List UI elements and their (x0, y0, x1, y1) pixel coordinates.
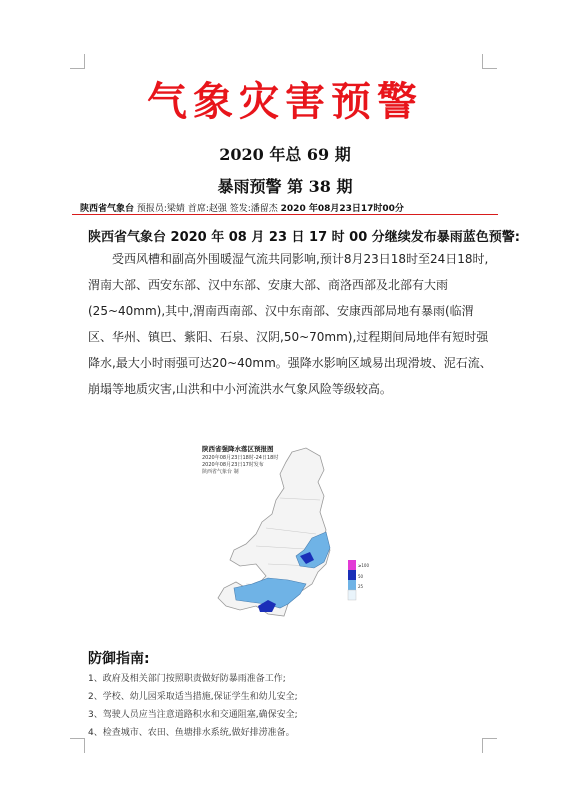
crop-mark-top-right (482, 54, 497, 69)
legend-label-50: 50 (358, 574, 364, 579)
warning-headline: 陕西省气象台 2020 年 08 月 23 日 17 时 00 分继续发布暴雨蓝色预警: (88, 230, 521, 245)
crop-mark-bottom-left (70, 738, 85, 753)
map-title: 陕西省强降水落区预报图 (202, 445, 274, 453)
issue-datetime: 2020 年08月23日17时00分 (280, 204, 404, 214)
map-issue-time: 2020年08月23日17时发布 (202, 462, 264, 468)
rainfall-forecast-map (196, 438, 380, 628)
chief-forecaster: 首席:赵强 (187, 204, 227, 214)
guide-item: 2、学校、幼儿园采取适当措施,保证学生和幼儿安全; (88, 692, 298, 702)
forecaster: 预报员:梁婧 (136, 204, 185, 214)
map-valid-period: 2020年08月23日18时-24日18时 (202, 455, 279, 461)
map-legend (348, 560, 369, 600)
issuing-office: 陕西省气象台 (80, 204, 135, 214)
defense-guide-list (88, 670, 488, 742)
map-producer: 陕西省气象台 制 (202, 469, 239, 475)
warning-issue-number: 暴雨预警 第 38 期 (217, 177, 353, 196)
shaanxi-map-graphic (196, 438, 380, 628)
signature-line (80, 201, 500, 214)
warning-body-text: 受西风槽和副高外围暖湿气流共同影响,预计8月23日18时至24日18时,渭南大部、西安东部、汉中东部、安康大部、商洛西部及北部有大雨(25~40mm),其中,渭南西南部、汉中东南部、安康西部局地有暴雨(临渭区、华州、镇巴、紫阳、石泉、汉阴,50~70mm),过程期间局地伴有短时强降水,最大小时雨强可达20~40mm。强降水影响区域易出现滑坡、泥石流、崩塌等地质灾害,山洪和中小河流洪水气象风险等级较高。 (88, 252, 492, 396)
header-rule (72, 214, 498, 215)
warning-body (88, 246, 494, 402)
guide-item: 3、驾驶人员应当注意道路积水和交通阻塞,确保安全; (88, 710, 298, 720)
issuer: 签发:潘留杰 (229, 204, 278, 214)
crop-mark-top-left (70, 54, 85, 69)
document-title: 气象灾害预警 (147, 78, 423, 125)
legend-label-25: 25 (358, 584, 364, 589)
defense-guide-title: 防御指南: (88, 651, 150, 667)
guide-item: 1、政府及相关部门按照职责做好防暴雨准备工作; (88, 674, 286, 684)
guide-item: 4、检查城市、农田、鱼塘排水系统,做好排涝准备。 (88, 728, 295, 738)
issue-number: 2020 年总 69 期 (219, 145, 351, 164)
legend-label-100: ≥100 (358, 563, 369, 568)
